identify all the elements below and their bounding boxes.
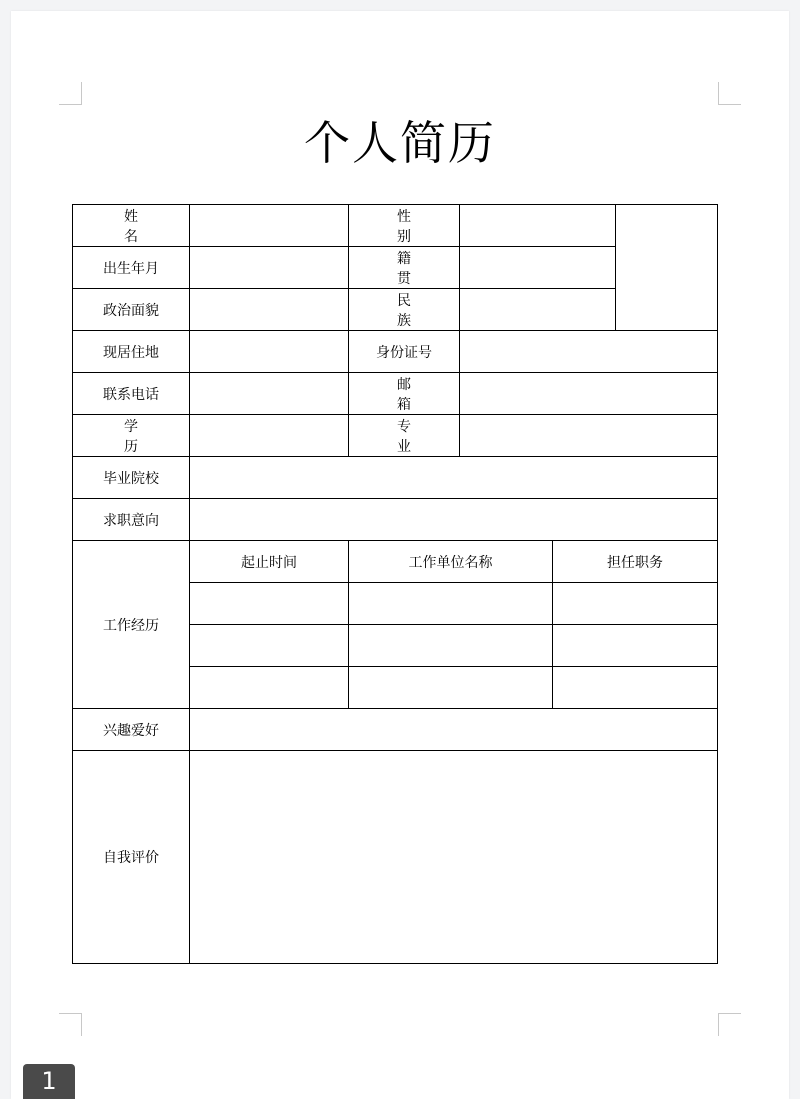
work-position-cell[interactable] [553, 625, 718, 667]
phone-label: 联系电话 [73, 373, 190, 415]
phone-cell[interactable] [190, 373, 349, 415]
school-label: 毕业院校 [73, 457, 190, 499]
name-label: 姓 名 [73, 205, 190, 247]
work-experience-label: 工作经历 [73, 541, 190, 709]
gender-label: 性 别 [349, 205, 460, 247]
ethnicity-cell[interactable] [460, 289, 616, 331]
margin-mark-top-right [718, 82, 741, 105]
ethnicity-label: 民 族 [349, 289, 460, 331]
work-company-cell[interactable] [349, 625, 553, 667]
table-row [73, 331, 718, 373]
resume-table [72, 204, 718, 964]
id-number-cell[interactable] [460, 331, 718, 373]
email-label: 邮 箱 [349, 373, 460, 415]
work-period-cell[interactable] [190, 583, 349, 625]
work-company-cell[interactable] [349, 667, 553, 709]
work-position-cell[interactable] [553, 583, 718, 625]
table-row [73, 205, 718, 247]
native-place-cell[interactable] [460, 247, 616, 289]
residence-cell[interactable] [190, 331, 349, 373]
native-place-label: 籍 贯 [349, 247, 460, 289]
table-row [73, 499, 718, 541]
job-intent-cell[interactable] [190, 499, 718, 541]
page-number-badge[interactable]: 1 [23, 1064, 75, 1099]
table-row [73, 457, 718, 499]
work-period-cell[interactable] [190, 667, 349, 709]
document-title: 个人简历 [304, 116, 496, 170]
gender-cell[interactable] [460, 205, 616, 247]
political-status-cell[interactable] [190, 289, 349, 331]
margin-mark-bottom-right [718, 1013, 741, 1036]
residence-label: 现居住地 [73, 331, 190, 373]
work-position-header: 担任职务 [553, 541, 718, 583]
education-cell[interactable] [190, 415, 349, 457]
work-period-cell[interactable] [190, 625, 349, 667]
margin-mark-top-left [59, 82, 82, 105]
work-company-cell[interactable] [349, 583, 553, 625]
major-cell[interactable] [460, 415, 718, 457]
name-cell[interactable] [190, 205, 349, 247]
self-evaluation-cell[interactable] [190, 751, 718, 964]
photo-cell[interactable] [616, 205, 718, 331]
table-row [73, 415, 718, 457]
work-position-cell[interactable] [553, 667, 718, 709]
margin-mark-bottom-left [59, 1013, 82, 1036]
id-number-label: 身份证号 [349, 331, 460, 373]
birth-cell[interactable] [190, 247, 349, 289]
job-intent-label: 求职意向 [73, 499, 190, 541]
school-cell[interactable] [190, 457, 718, 499]
hobbies-label: 兴趣爱好 [73, 709, 190, 751]
table-row [73, 751, 718, 964]
work-period-header: 起止时间 [190, 541, 349, 583]
political-status-label: 政治面貌 [73, 289, 190, 331]
table-row [73, 373, 718, 415]
self-evaluation-label: 自我评价 [73, 751, 190, 964]
email-cell[interactable] [460, 373, 718, 415]
hobbies-cell[interactable] [190, 709, 718, 751]
birth-label: 出生年月 [73, 247, 190, 289]
table-row [73, 541, 718, 583]
education-label: 学 历 [73, 415, 190, 457]
major-label: 专 业 [349, 415, 460, 457]
work-company-header: 工作单位名称 [349, 541, 553, 583]
table-row [73, 709, 718, 751]
